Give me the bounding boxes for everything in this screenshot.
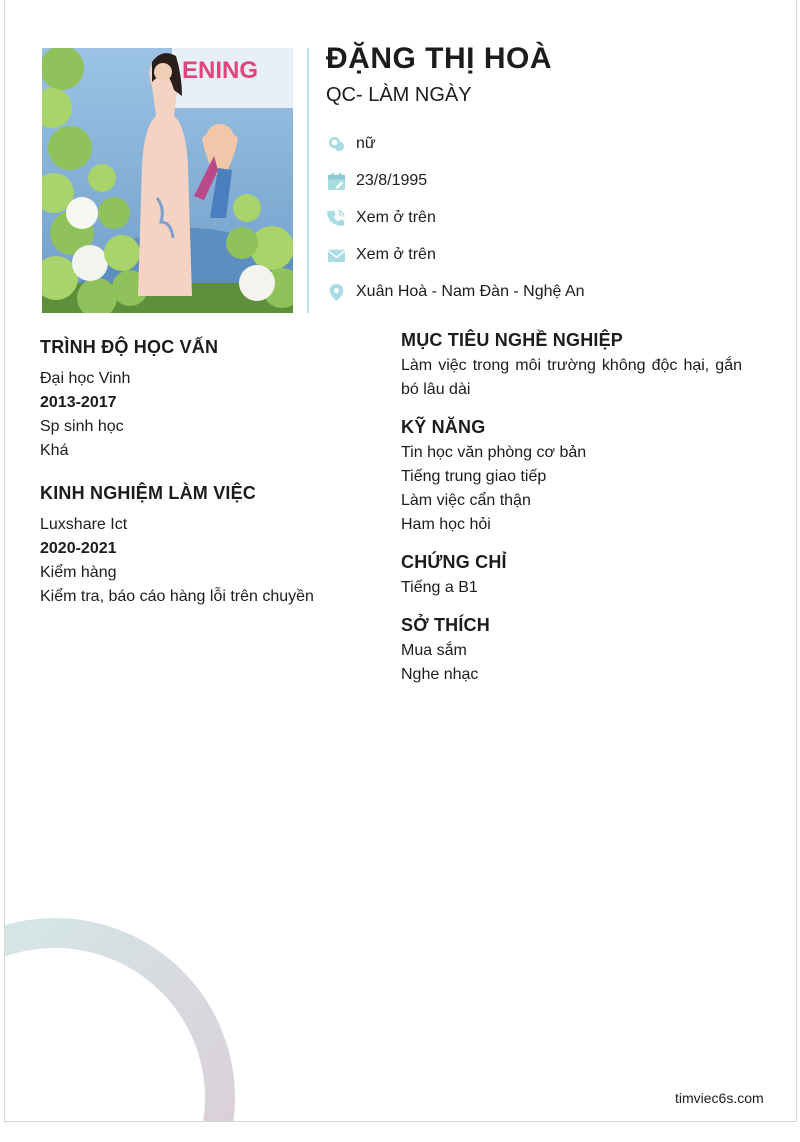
experience-job: Kiểm hàng [40, 564, 117, 581]
hobby-item: Nghe nhạc [401, 666, 479, 683]
contact-phone-row [326, 206, 436, 230]
hobby-item: Mua sắm [401, 642, 467, 659]
profile-photo [42, 48, 293, 313]
gender-icon [326, 134, 346, 154]
experience-description: Kiểm tra, báo cáo hàng lỗi trên chuyền [40, 588, 314, 605]
cv-page [4, 0, 797, 1122]
contact-gender-row [326, 132, 376, 156]
education-grade: Khá [40, 442, 69, 459]
objective-text: Làm việc trong môi trường không độc hại, gắn bó lâu dài [401, 357, 742, 398]
objective-title: MỤC TIÊU NGHỀ NGHIỆP [401, 330, 624, 350]
contact-address-row [326, 280, 585, 304]
photo-banner-text: ENING [182, 57, 259, 84]
education-major: Sp sinh học [40, 418, 124, 435]
map-pin-icon [326, 282, 346, 302]
footer-site: timviec6s.com [675, 1090, 764, 1106]
contact-gender: nữ [356, 135, 376, 152]
experience-company: Luxshare Ict [40, 516, 128, 533]
contact-address: Xuân Hoà - Nam Đàn - Nghệ An [356, 283, 585, 300]
decorative-arc [4, 918, 235, 1122]
contact-email: Xem ở trên [356, 246, 436, 263]
certificate-item: Tiếng a B1 [401, 579, 478, 596]
profile-photo-image [42, 48, 293, 313]
experience-title: KINH NGHIỆM LÀM VIỆC [40, 483, 257, 503]
candidate-position: QC- LÀM NGÀY [326, 84, 472, 106]
skills-title: KỸ NĂNG [401, 417, 486, 437]
header-divider [307, 48, 309, 313]
experience-period: 2020-2021 [40, 540, 117, 557]
contact-phone: Xem ở trên [356, 209, 436, 226]
calendar-icon [326, 171, 346, 191]
skill-item: Tiếng trung giao tiếp [401, 468, 547, 485]
hobbies-title: SỞ THÍCH [401, 615, 490, 635]
candidate-name: ĐẶNG THỊ HOÀ [326, 42, 552, 75]
contact-birthdate-row [326, 169, 427, 193]
skill-item: Ham học hỏi [401, 516, 491, 533]
education-period: 2013-2017 [40, 394, 117, 411]
contact-birthdate: 23/8/1995 [356, 172, 428, 189]
certificates-title: CHỨNG CHỈ [401, 552, 507, 572]
envelope-icon [326, 245, 346, 265]
education-school: Đại học Vinh [40, 370, 131, 387]
skill-item: Làm việc cẩn thận [401, 492, 531, 509]
contact-email-row [326, 243, 436, 267]
skill-item: Tin học văn phòng cơ bản [401, 444, 587, 461]
education-title: TRÌNH ĐỘ HỌC VẤN [40, 337, 219, 357]
phone-icon [326, 208, 346, 228]
